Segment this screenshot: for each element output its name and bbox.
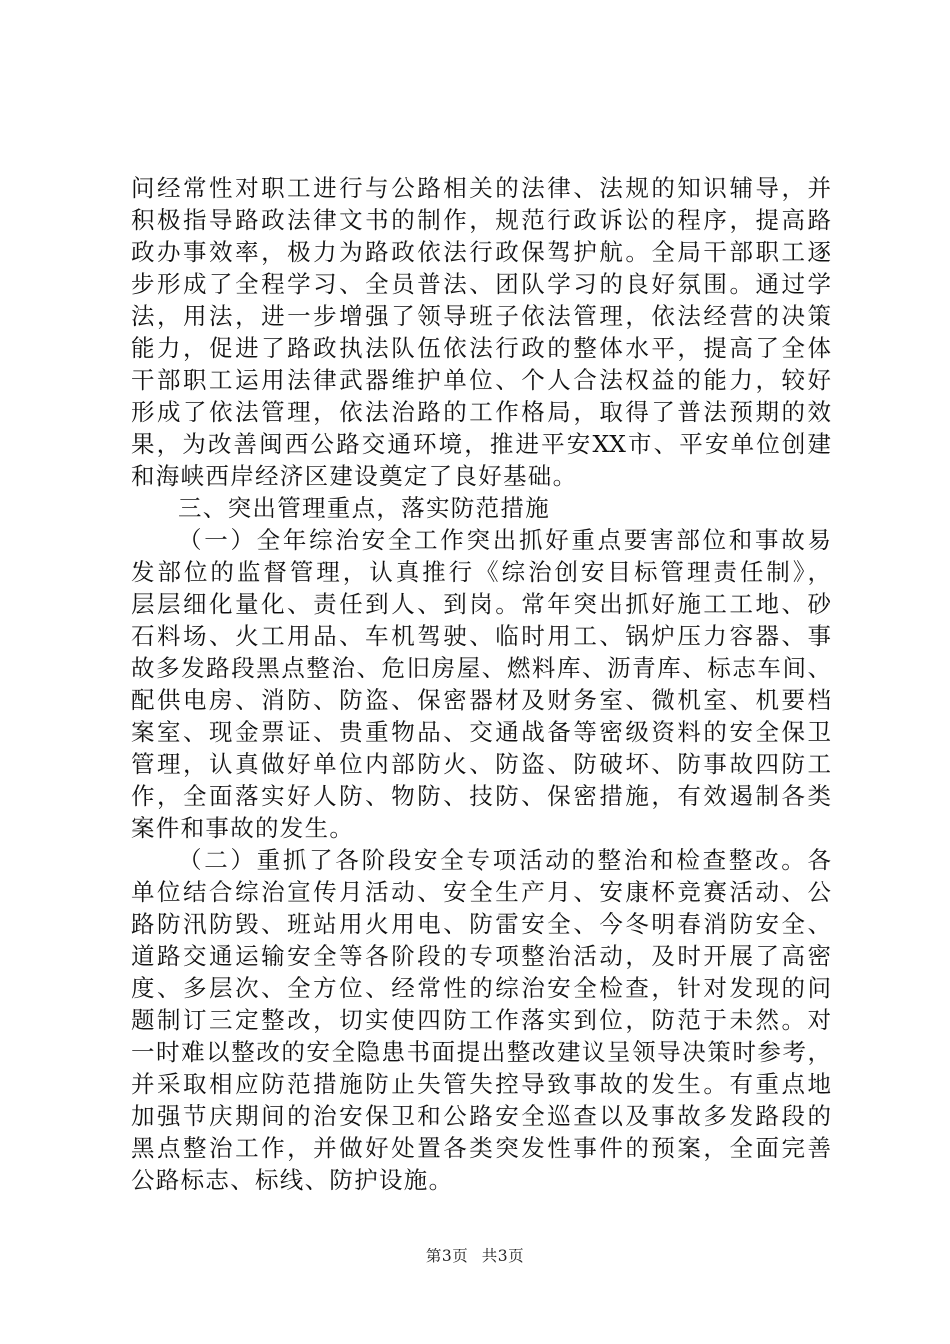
text-line: 故多发路段黑点整治、危旧房屋、燃料库、沥青库、标志车间、 [131,654,831,682]
text-line: 步形成了全程学习、全员普法、团队学习的良好氛围。通过学 [131,270,831,298]
text-line: 配供电房、消防、防盗、保密器材及财务室、微机室、机要档 [131,686,831,714]
text-line: 问经常性对职工进行与公路相关的法律、法规的知识辅导，并 [131,174,831,202]
text-line: 果，为改善闽西公路交通环境，推进平安XX市、平安单位创建 [131,430,831,458]
text-line: （二）重抓了各阶段安全专项活动的整治和检查整改。各 [178,846,831,874]
text-line: 度、多层次、全方位、经常性的综治安全检查，针对发现的问 [131,974,831,1002]
text-line: 发部位的监督管理，认真推行《综治创安目标管理责任制》， [131,558,831,586]
text-line: 路防汛防毁、班站用火用电、防雷安全、今冬明春消防安全、 [131,910,831,938]
text-line: 层层细化量化、责任到人、到岗。常年突出抓好施工工地、砂 [131,590,831,618]
text-line: 积极指导路政法律文书的制作，规范行政诉讼的程序，提高路 [131,206,831,234]
page-total: 共3页 [481,1247,525,1265]
text-line: 法，用法，进一步增强了领导班子依法管理，依法经营的决策 [131,302,831,330]
text-line: 黑点整治工作，并做好处置各类突发性事件的预案，全面完善 [131,1134,831,1162]
text-line: 作，全面落实好人防、物防、技防、保密措施，有效遏制各类 [131,782,831,810]
page-footer [0,1246,950,1266]
text-line: （一）全年综治安全工作突出抓好重点要害部位和事故易 [178,526,831,554]
text-line: 加强节庆期间的治安保卫和公路安全巡查以及事故多发路段的 [131,1102,831,1130]
text-line: 题制订三定整改，切实使四防工作落实到位，防范于未然。对 [131,1006,831,1034]
text-line: 单位结合综治宣传月活动、安全生产月、安康杯竞赛活动、公 [131,878,831,906]
text-line: 和海峡西岸经济区建设奠定了良好基础。 [131,462,578,490]
text-line: 干部职工运用法律武器维护单位、个人合法权益的能力，较好 [131,366,831,394]
text-line: 政办事效率，极力为路政依法行政保驾护航。全局干部职工逐 [131,238,831,266]
page-number: 第3页 [425,1247,469,1265]
text-line: 石料场、火工用品、车机驾驶、临时用工、锅炉压力容器、事 [131,622,831,650]
text-line: 管理，认真做好单位内部防火、防盗、防破坏、防事故四防工 [131,750,831,778]
text-line: 能力，促进了路政执法队伍依法行政的整体水平，提高了全体 [131,334,831,362]
text-line: 形成了依法管理，依法治路的工作格局，取得了普法预期的效 [131,398,831,426]
section-heading: 三、突出管理重点，落实防范措施 [178,494,550,522]
text-line: 一时难以整改的安全隐患书面提出整改建议呈领导决策时参考， [131,1038,831,1066]
text-line: 案室、现金票证、贵重物品、交通战备等密级资料的安全保卫 [131,718,831,746]
text-line: 公路标志、标线、防护设施。 [131,1166,454,1194]
document-body [131,172,831,1196]
text-line: 道路交通运输安全等各阶段的专项整治活动，及时开展了高密 [131,942,831,970]
text-line: 并采取相应防范措施防止失管失控导致事故的发生。有重点地 [131,1070,831,1098]
text-line: 案件和事故的发生。 [131,814,355,842]
